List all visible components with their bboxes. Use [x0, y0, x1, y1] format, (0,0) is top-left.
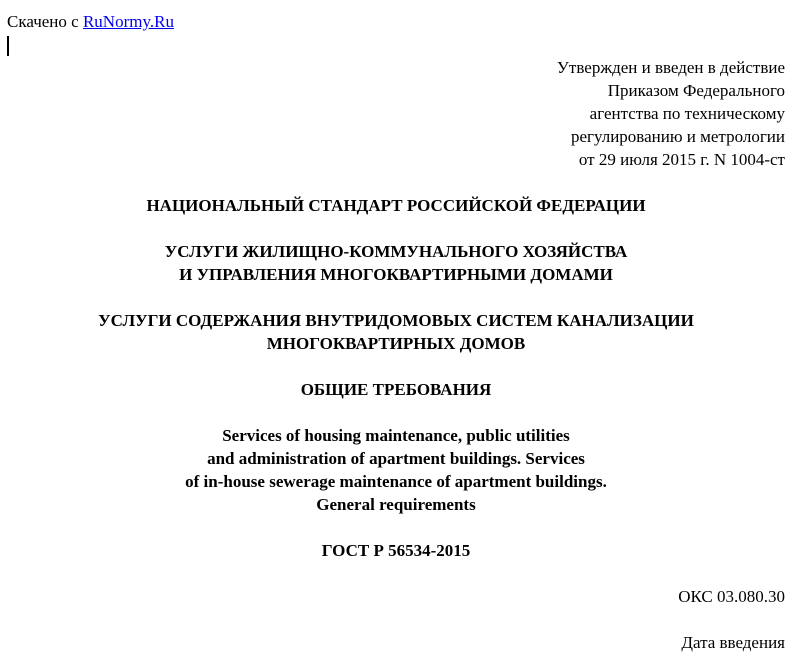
english-title — [0, 424, 792, 516]
source-prefix: Скачено с — [7, 12, 83, 31]
english-title-line: of in-house sewerage maintenance of apartment buildings. — [185, 472, 607, 491]
approval-line: регулированию и метрологии — [570, 127, 785, 146]
general-requirements-text: ОБЩИЕ ТРЕБОВАНИЯ — [300, 380, 492, 399]
source-link[interactable]: RuNormy.Ru — [82, 12, 174, 31]
english-title-line: General requirements — [316, 495, 476, 514]
standard-title-line: И УПРАВЛЕНИЯ МНОГОКВАРТИРНЫМИ ДОМАМИ — [179, 265, 613, 284]
standard-subtitle — [0, 309, 792, 355]
text-cursor — [7, 36, 9, 56]
standard-name-text: НАЦИОНАЛЬНЫЙ СТАНДАРТ РОССИЙСКОЙ ФЕДЕРАЦИИ — [146, 196, 646, 215]
english-title-line: Services of housing maintenance, public utilities — [222, 426, 570, 445]
standard-name — [0, 194, 792, 217]
approval-block — [557, 56, 785, 171]
approval-line: Утвержден и введен в действие — [556, 58, 785, 77]
standard-subtitle-line: УСЛУГИ СОДЕРЖАНИЯ ВНУТРИДОМОВЫХ СИСТЕМ КАНАЛИЗАЦИИ — [98, 311, 694, 330]
source-line — [7, 10, 174, 33]
general-requirements-heading — [0, 378, 792, 401]
standard-title-line: УСЛУГИ ЖИЛИЩНО-КОММУНАЛЬНОГО ХОЗЯЙСТВА — [164, 242, 628, 261]
gost-number — [0, 539, 792, 562]
approval-line: от 29 июля 2015 г. N 1004-ст — [578, 150, 785, 169]
standard-title — [0, 240, 792, 286]
intro-date-label: Дата введения — [681, 633, 785, 652]
approval-line: Приказом Федерального — [607, 81, 785, 100]
standard-subtitle-line: МНОГОКВАРТИРНЫХ ДОМОВ — [266, 334, 526, 353]
english-title-line: and administration of apartment buildings. Services — [207, 449, 585, 468]
oks-code: ОКС 03.080.30 — [678, 587, 785, 606]
approval-line: агентства по техническому — [589, 104, 785, 123]
gost-number-text: ГОСТ Р 56534-2015 — [321, 541, 471, 560]
